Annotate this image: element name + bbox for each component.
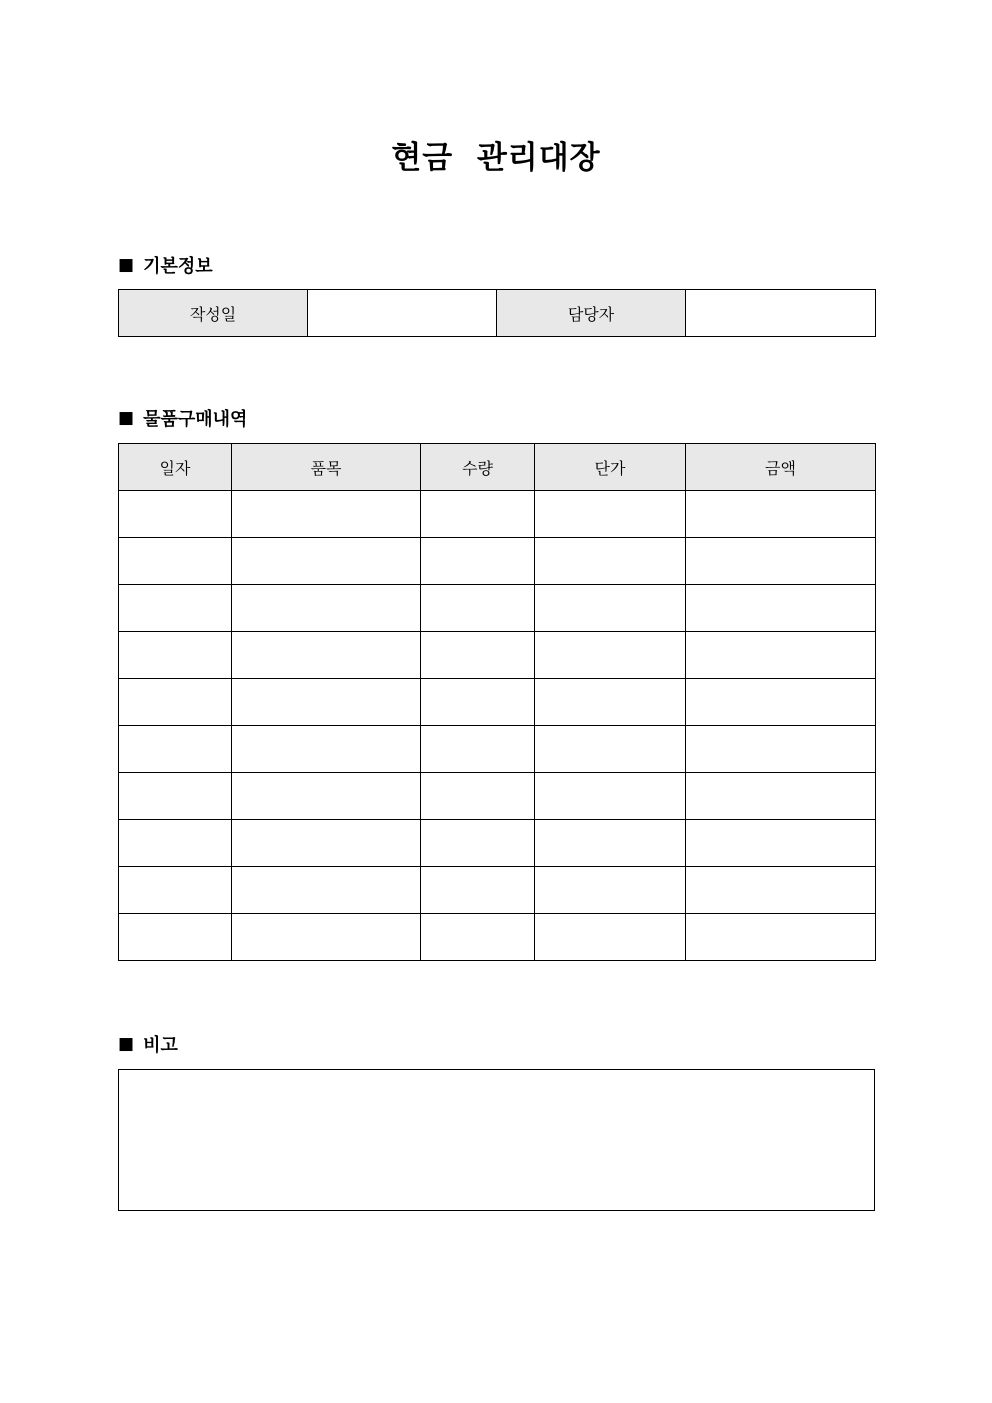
cell-amount[interactable] bbox=[686, 538, 876, 585]
cell-amount[interactable] bbox=[686, 726, 876, 773]
cell-date[interactable] bbox=[119, 538, 232, 585]
table-row bbox=[119, 491, 876, 538]
cell-quantity[interactable] bbox=[421, 726, 535, 773]
table-row bbox=[119, 726, 876, 773]
table-row bbox=[119, 773, 876, 820]
cell-date[interactable] bbox=[119, 726, 232, 773]
table-row bbox=[119, 585, 876, 632]
cell-date[interactable] bbox=[119, 632, 232, 679]
cell-quantity[interactable] bbox=[421, 491, 535, 538]
basic-info-table bbox=[118, 289, 876, 337]
cell-unit-price[interactable] bbox=[535, 538, 686, 585]
date-label: 작성일 bbox=[119, 290, 308, 337]
cell-unit-price[interactable] bbox=[535, 773, 686, 820]
table-row bbox=[119, 820, 876, 867]
column-header-amount: 금액 bbox=[686, 444, 876, 491]
purchases-heading-label: 물품구매내역 bbox=[143, 409, 248, 430]
cell-date[interactable] bbox=[119, 491, 232, 538]
cell-quantity[interactable] bbox=[421, 538, 535, 585]
cell-amount[interactable] bbox=[686, 820, 876, 867]
cell-date[interactable] bbox=[119, 679, 232, 726]
table-row bbox=[119, 538, 876, 585]
manager-label: 담당자 bbox=[497, 290, 686, 337]
table-row bbox=[119, 914, 876, 961]
cell-item[interactable] bbox=[232, 585, 421, 632]
manager-value-cell[interactable] bbox=[686, 290, 876, 337]
column-header-date: 일자 bbox=[119, 444, 232, 491]
remarks-heading-label: 비고 bbox=[143, 1035, 178, 1056]
cell-date[interactable] bbox=[119, 914, 232, 961]
cell-item[interactable] bbox=[232, 820, 421, 867]
table-row bbox=[119, 867, 876, 914]
cell-item[interactable] bbox=[232, 538, 421, 585]
cell-amount[interactable] bbox=[686, 491, 876, 538]
remarks-heading bbox=[118, 1032, 178, 1056]
cell-date[interactable] bbox=[119, 585, 232, 632]
purchases-table bbox=[118, 443, 876, 961]
square-bullet-icon: ■ bbox=[118, 254, 135, 275]
cell-item[interactable] bbox=[232, 491, 421, 538]
cell-item[interactable] bbox=[232, 773, 421, 820]
cell-unit-price[interactable] bbox=[535, 679, 686, 726]
cell-quantity[interactable] bbox=[421, 679, 535, 726]
cell-quantity[interactable] bbox=[421, 773, 535, 820]
cell-date[interactable] bbox=[119, 820, 232, 867]
cell-unit-price[interactable] bbox=[535, 914, 686, 961]
square-bullet-icon: ■ bbox=[118, 1033, 135, 1054]
cell-amount[interactable] bbox=[686, 679, 876, 726]
cell-amount[interactable] bbox=[686, 914, 876, 961]
cell-quantity[interactable] bbox=[421, 867, 535, 914]
cell-unit-price[interactable] bbox=[535, 491, 686, 538]
column-header-unit-price: 단가 bbox=[535, 444, 686, 491]
basic-info-heading bbox=[118, 253, 213, 277]
basic-info-heading-label: 기본정보 bbox=[143, 256, 213, 277]
column-header-quantity: 수량 bbox=[421, 444, 535, 491]
date-value-cell[interactable] bbox=[308, 290, 497, 337]
cell-amount[interactable] bbox=[686, 632, 876, 679]
table-row bbox=[119, 679, 876, 726]
cell-item[interactable] bbox=[232, 632, 421, 679]
cell-item[interactable] bbox=[232, 914, 421, 961]
cell-unit-price[interactable] bbox=[535, 585, 686, 632]
page-title: 현금 관리대장 bbox=[391, 140, 601, 176]
cell-unit-price[interactable] bbox=[535, 726, 686, 773]
square-bullet-icon: ■ bbox=[118, 407, 135, 428]
cell-item[interactable] bbox=[232, 867, 421, 914]
cell-amount[interactable] bbox=[686, 585, 876, 632]
cell-item[interactable] bbox=[232, 679, 421, 726]
column-header-item: 품목 bbox=[232, 444, 421, 491]
cell-amount[interactable] bbox=[686, 867, 876, 914]
remarks-box[interactable] bbox=[118, 1069, 875, 1211]
cell-amount[interactable] bbox=[686, 773, 876, 820]
purchases-heading bbox=[118, 406, 247, 430]
cell-date[interactable] bbox=[119, 773, 232, 820]
cell-quantity[interactable] bbox=[421, 820, 535, 867]
purchases-header-row bbox=[119, 444, 876, 491]
basic-info-row bbox=[119, 290, 876, 337]
cell-item[interactable] bbox=[232, 726, 421, 773]
cell-unit-price[interactable] bbox=[535, 867, 686, 914]
cell-quantity[interactable] bbox=[421, 585, 535, 632]
cell-unit-price[interactable] bbox=[535, 820, 686, 867]
cell-quantity[interactable] bbox=[421, 632, 535, 679]
cell-unit-price[interactable] bbox=[535, 632, 686, 679]
cell-date[interactable] bbox=[119, 867, 232, 914]
table-row bbox=[119, 632, 876, 679]
cell-quantity[interactable] bbox=[421, 914, 535, 961]
